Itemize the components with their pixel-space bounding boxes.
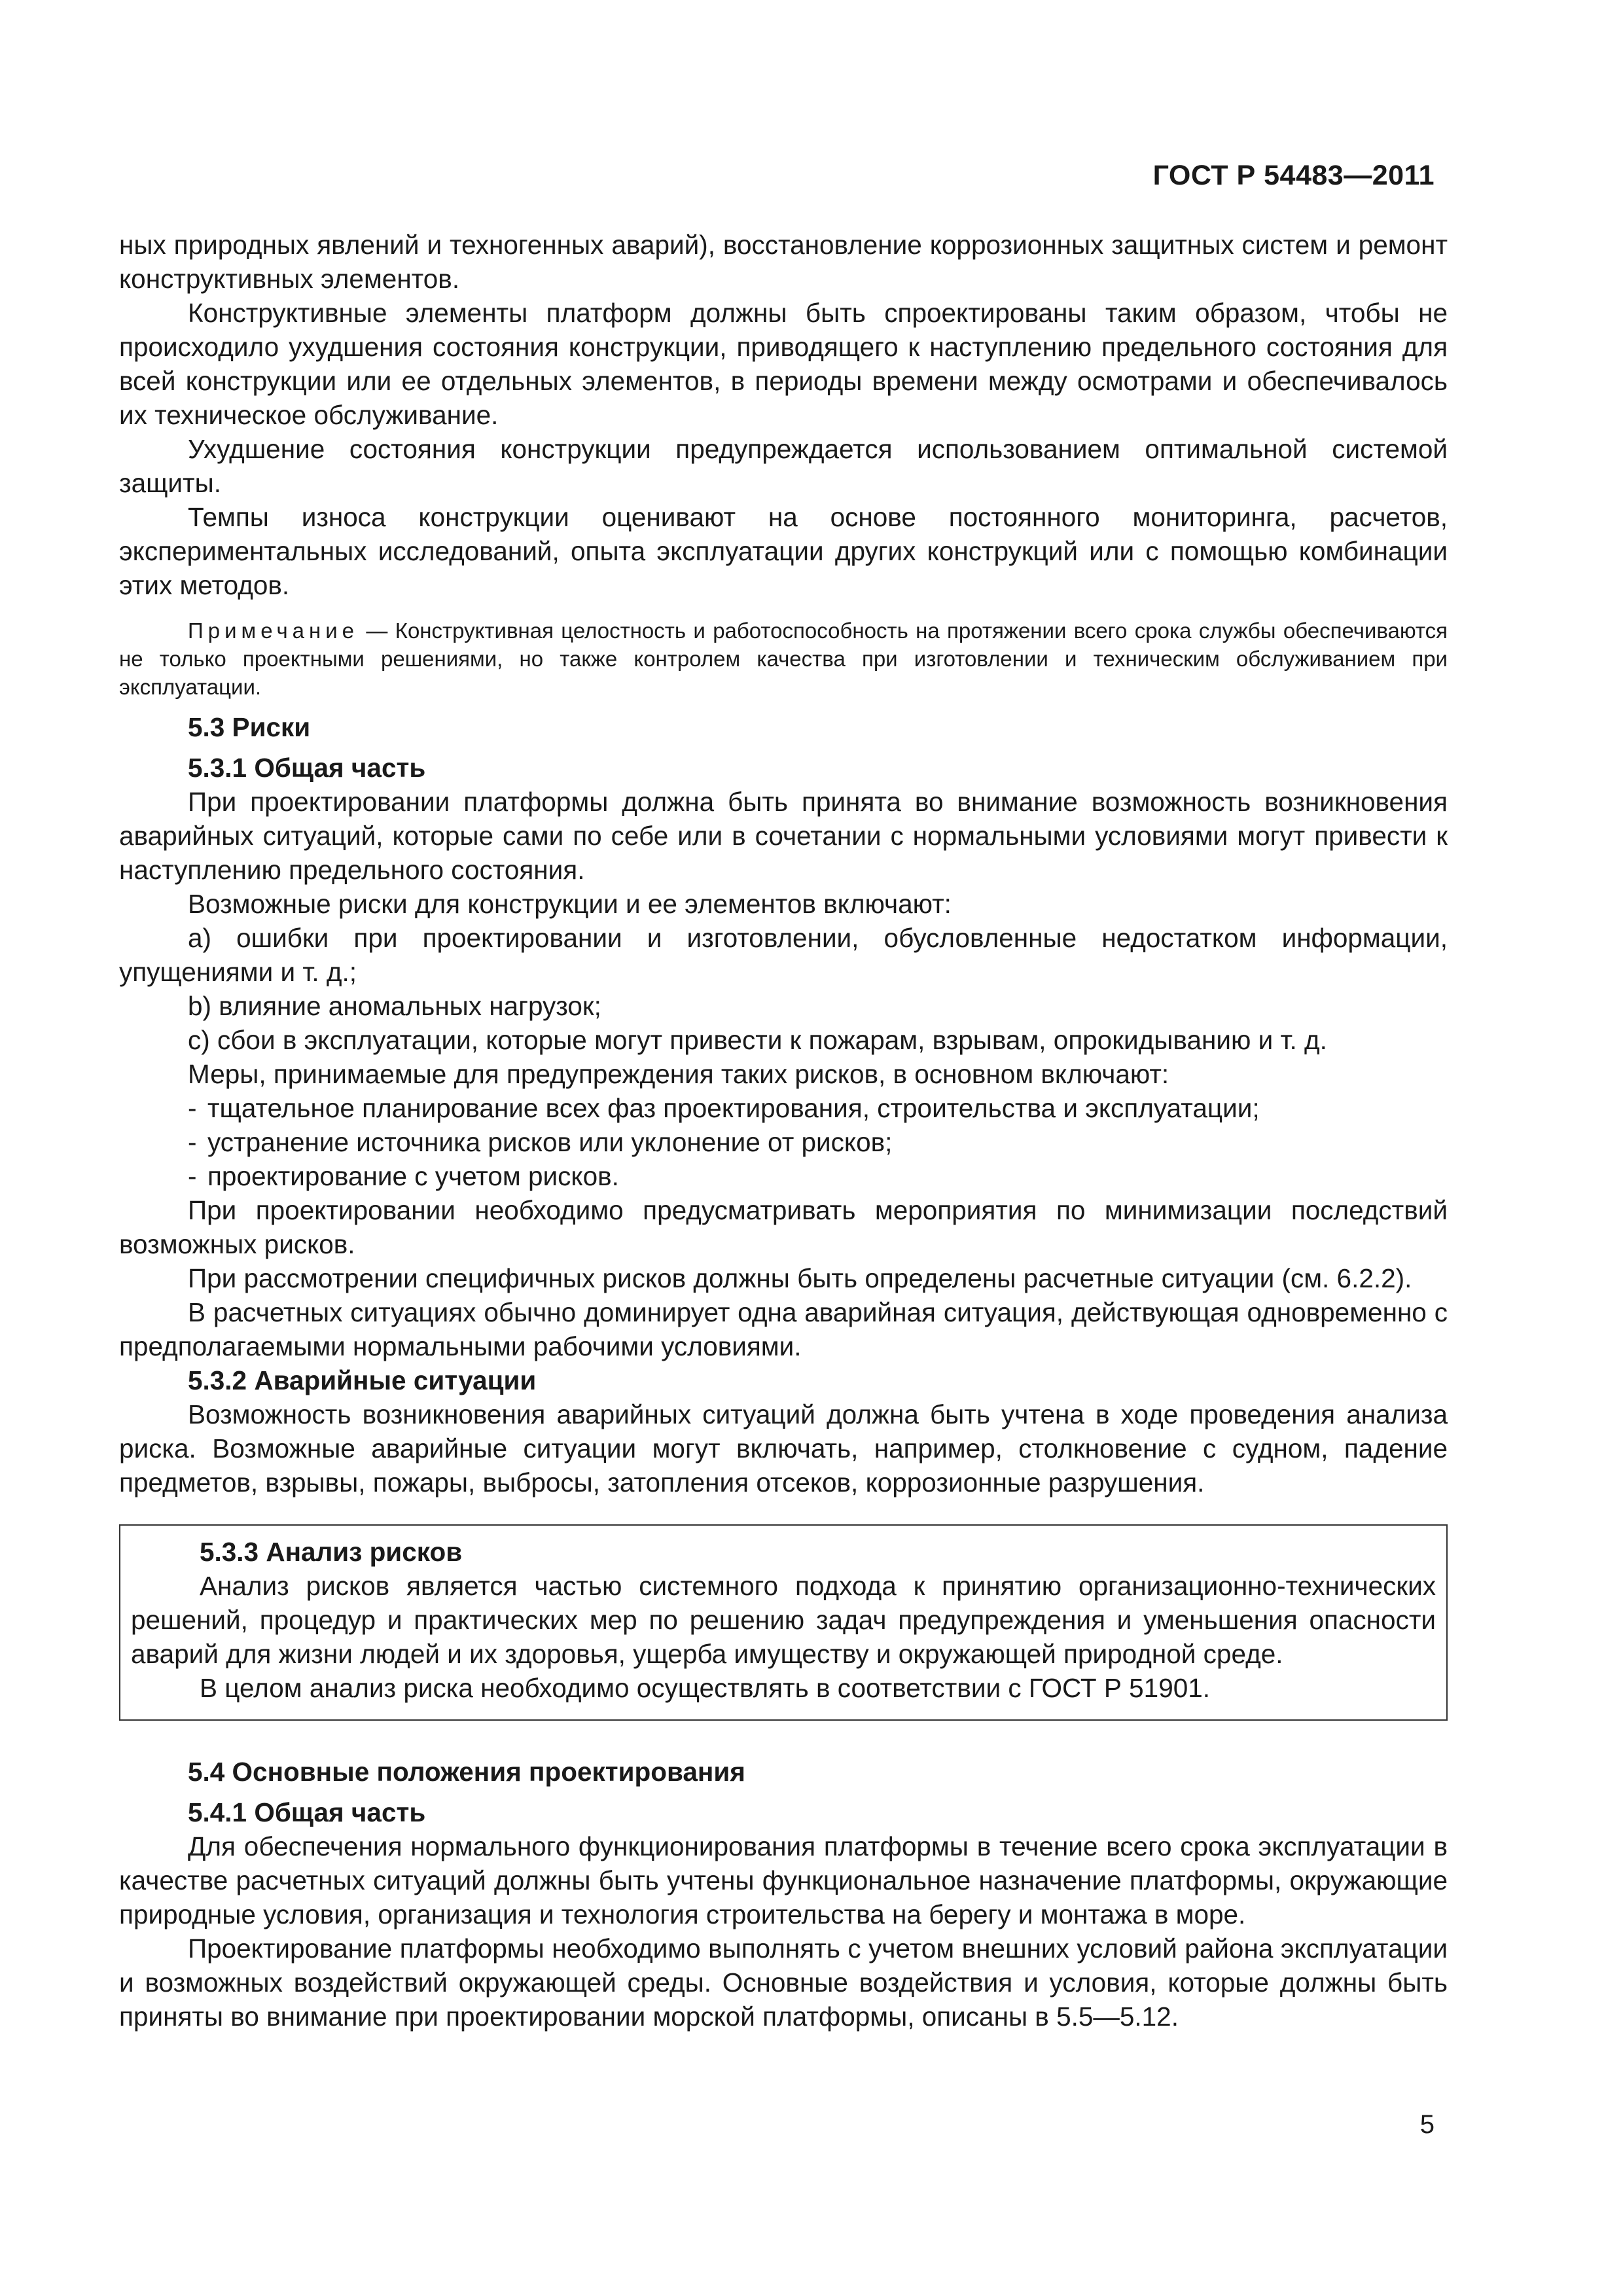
subsection-heading-5-3-1: 5.3.1 Общая часть bbox=[188, 753, 426, 783]
subsection-heading-5-4-1: 5.4.1 Общая часть bbox=[188, 1797, 426, 1827]
paragraph: Анализ рисков является частью системного подхода к принятию организационно-технических решений, процедур и практических мер по решению задач предупреждения и уменьшения опасности аварий для жизни людей и их здоровья, ущерба имуществу и окружающей природной среде. bbox=[131, 1571, 1436, 1669]
page-body bbox=[119, 228, 1448, 2034]
paragraph: Меры, принимаемые для предупреждения таких рисков, в основном включают: bbox=[188, 1059, 1169, 1089]
section-heading-5-4: 5.4 Основные положения проектирования bbox=[188, 1757, 745, 1787]
list-item-c: c) сбои в эксплуатации, которые могут привести к пожарам, взрывам, опрокидыванию и т. д. bbox=[188, 1025, 1327, 1055]
list-item-a: а) ошибки при проектировании и изготовлении, обусловленные недостатком информации, упущениями и т. д.; bbox=[119, 923, 1448, 987]
note bbox=[119, 617, 1448, 701]
paragraph: Возможность возникновения аварийных ситуаций должна быть учтена в ходе проведения анализа риска. Возможные аварийные ситуации могут включать, например, столкновение с судном, падение предметов, взрывы, пожары, выбросы, затопления отсеков, коррозионные разрушения. bbox=[119, 1399, 1448, 1498]
dash-marker: - bbox=[188, 1093, 197, 1123]
paragraph: Темпы износа конструкции оценивают на основе постоянного мониторинга, расчетов, экспериментальных исследований, опыта эксплуатации других конструкций или с помощью комбинации этих методов. bbox=[119, 502, 1448, 600]
dash-item-text: тщательное планирование всех фаз проектирования, строительства и эксплуатации; bbox=[207, 1093, 1260, 1123]
paragraph-continuation: ных природных явлений и техногенных аварий), восстановление коррозионных защитных систем и ремонт конструктивных элементов. bbox=[119, 230, 1448, 294]
paragraph: В целом анализ риска необходимо осуществлять в соответствии с ГОСТ Р 51901. bbox=[200, 1673, 1211, 1703]
dash-marker: - bbox=[188, 1127, 197, 1157]
paragraph: В расчетных ситуациях обычно доминирует одна аварийная ситуация, действующая одновременно с предполагаемыми нормальными рабочими условиями. bbox=[119, 1297, 1448, 1361]
subsection-heading-5-3-2: 5.3.2 Аварийные ситуации bbox=[188, 1365, 537, 1395]
subsection-heading-5-3-3: 5.3.3 Анализ рисков bbox=[200, 1537, 463, 1567]
note-label: Примечание bbox=[188, 619, 359, 643]
dash-item-text: устранение источника рисков или уклонение от рисков; bbox=[207, 1127, 893, 1157]
dash-item-text: проектирование с учетом рисков. bbox=[207, 1161, 619, 1191]
paragraph: При рассмотрении специфичных рисков должны быть определены расчетные ситуации (см. 6.2.2). bbox=[188, 1263, 1412, 1293]
dash-item bbox=[119, 1091, 1448, 1125]
paragraph: Для обеспечения нормального функционирования платформы в течение всего срока эксплуатации в качестве расчетных ситуаций должны быть учтены функциональное назначение платформы, окружающие природные условия, организация и технология строительства на берегу и монтажа в море. bbox=[119, 1831, 1448, 1929]
list-item-b: b) влияние аномальных нагрузок; bbox=[188, 991, 601, 1021]
note-text: — Конструктивная целостность и работоспособность на протяжении всего срока службы обеспечиваются не только проектными решениями, но также контролем качества при изготовлении и техническим обслуживанием при эксплуатации. bbox=[119, 619, 1448, 699]
dash-item bbox=[119, 1125, 1448, 1159]
paragraph: При проектировании платформы должна быть принята во внимание возможность возникновения аварийных ситуаций, которые сами по себе или в сочетании с нормальными условиями могут привести к наступлению предельного состояния. bbox=[119, 787, 1448, 885]
page-number: 5 bbox=[1419, 2110, 1435, 2139]
paragraph: Возможные риски для конструкции и ее элементов включают: bbox=[188, 889, 952, 919]
boxed-section-5-3-3 bbox=[119, 1524, 1448, 1721]
paragraph: Проектирование платформы необходимо выполнять с учетом внешних условий района эксплуатации и возможных воздействий окружающей среды. Основные воздействия и условия, которые должны быть приняты во внимание при проектировании морской платформы, описаны в 5.5—5.12. bbox=[119, 1933, 1448, 2032]
dash-item bbox=[119, 1159, 1448, 1193]
paragraph: При проектировании необходимо предусматривать мероприятия по минимизации последствий возможных рисков. bbox=[119, 1195, 1448, 1259]
dash-marker: - bbox=[188, 1161, 197, 1191]
paragraph: Ухудшение состояния конструкции предупреждается использованием оптимальной системой защиты. bbox=[119, 434, 1448, 498]
standard-designation: ГОСТ Р 54483—2011 bbox=[1152, 160, 1435, 191]
paragraph: Конструктивные элементы платформ должны быть спроектированы таким образом, чтобы не происходило ухудшения состояния конструкции, приводящего к наступлению предельного состояния для всей конструкции или ее отдельных элементов, в периоды времени между осмотрами и обеспечивалось их техническое обслуживание. bbox=[119, 298, 1448, 430]
section-heading-5-3: 5.3 Риски bbox=[188, 712, 311, 742]
